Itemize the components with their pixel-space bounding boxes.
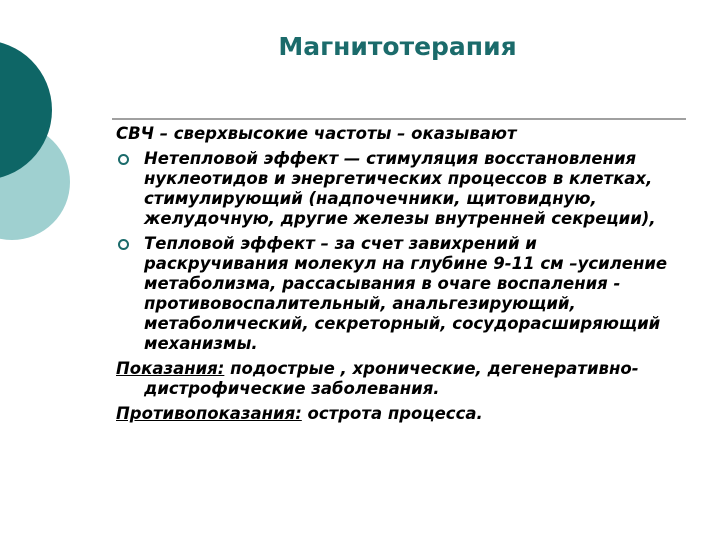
contraindications-paragraph: [116, 404, 676, 424]
hollow-circle-bullet-icon: [118, 239, 129, 250]
bullet-item-thermal: [116, 234, 676, 354]
indications-label: Показания:: [116, 359, 225, 378]
slide-body: [116, 124, 676, 429]
contraindications-text: острота процесса.: [301, 404, 483, 423]
slide-title: Магнитотерапия: [278, 32, 517, 61]
bullet-text: Тепловой эффект – за счет завихрений и раскручивания молекул на глубине 9-11 см –усиление метаболизма, рассасывания в очаге воспаления - противовоспалительный, анальгезирующий, метаболический, секреторный, сосудорасширяющий механизмы.: [144, 234, 668, 353]
bullet-item-nonthermal: [116, 149, 676, 229]
indications-paragraph: [116, 359, 676, 399]
hollow-circle-bullet-icon: [118, 154, 129, 165]
intro-text: СВЧ – сверхвысокие частоты – оказывают: [116, 124, 517, 143]
contraindications-label: Противопоказания:: [116, 404, 302, 423]
indications-text: подострые , хронические, дегенеративно-дистрофические заболевания.: [144, 359, 639, 398]
title-divider: [112, 118, 686, 120]
bullet-text: Нетепловой эффект — стимуляция восстановления нуклеотидов и энергетических процессов в клетках, стимулирующий (надпочечники, щитовидную, желудочную, другие железы внутренней секреции),: [144, 149, 656, 228]
decorative-circles: [0, 0, 80, 290]
